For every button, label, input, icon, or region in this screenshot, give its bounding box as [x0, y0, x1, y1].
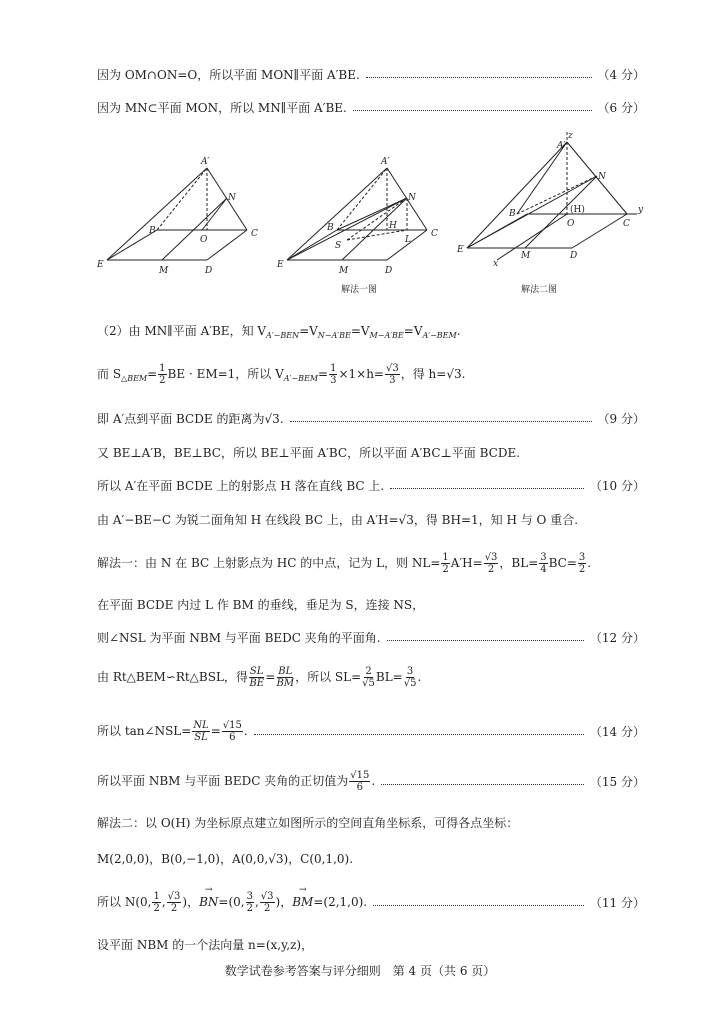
leader-dots — [387, 639, 584, 641]
leader-dots — [366, 76, 592, 78]
label-M: M — [159, 266, 169, 276]
line-14: 所以 tan∠NSL= $\frac{NL}{SL}$ = $\frac{√15}{6}$ . （14 分） — [97, 719, 645, 743]
svg-text:N: N — [598, 172, 606, 182]
line-12: 则∠NSL 为平面 NBM 与平面 BEDC 夹角的平面角. （12 分） — [97, 630, 645, 645]
label-E: E — [97, 260, 104, 270]
label-C: C — [251, 229, 258, 239]
page-footer: 数学试卷参考答案与评分细则 第 4 页（共 6 页） — [224, 964, 496, 978]
line-18: 所以 N(0, $\frac{1}{2}$ , $\frac{√3}{2}$ )，BN →=(0, $\frac{3}{2}$ , $\frac{√3}{2}$ )，BM →=(2,1,0). （11 分） — [97, 890, 645, 914]
caption-method-one: 解法一图 — [341, 285, 378, 295]
svg-text:C: C — [431, 229, 438, 239]
label-N: N — [228, 193, 236, 203]
leader-dots — [373, 904, 584, 906]
svg-text:(H): (H) — [570, 205, 585, 215]
line-5: 即 A′点到平面 BCDE 的距离为√3. （9 分） — [97, 411, 645, 426]
svg-text:y: y — [638, 205, 644, 215]
score: （4 分） — [597, 67, 645, 82]
line-3: （2）由 MN∥平面 A′BE，知 $V_{A'-BEN}=V_{N-A'BE}=V_{M-A'BE}=V_{A'-BEM}$. — [97, 324, 461, 340]
line-9: 由 A′−BE−C 为锐二面角知 H 在线段 BC 上，由 A′H=√3，得 BH=1，知 H 与 O 重合. — [97, 512, 579, 527]
line-17: M(2,0,0)，B(0,−1,0)，A(0,0,√3)，C(0,1,0). — [97, 851, 354, 866]
line-10: 解法一：由 N 在 BC 上射影点为 HC 的中点，记为 L，则 NL= $\frac{1}{2}$ A′H= $\frac{√3}{2}$ ，BL= $\frac{3}{4}$ BC= $\frac{3}{2}$ . — [97, 551, 592, 575]
svg-text:A′: A′ — [557, 141, 566, 151]
line-7: 又 BE⊥A′B，BE⊥BC，所以 BE⊥平面 A′BC，所以平面 A′BC⊥平面 BCDE. — [97, 445, 521, 460]
label-O: O — [200, 235, 208, 245]
svg-text:M: M — [339, 266, 349, 276]
svg-text:A′: A′ — [381, 157, 390, 167]
svg-text:O: O — [567, 219, 575, 229]
figure-original — [107, 168, 247, 260]
line-16: 解法二：以 O(H) 为坐标原点建立如图所示的空间直角坐标系，可得各点坐标： — [97, 815, 519, 830]
figure-method-one — [287, 168, 427, 260]
svg-text:M: M — [521, 251, 531, 261]
leader-dots — [290, 420, 592, 422]
line-19: 设平面 NBM 的一个法向量 n=(x,y,z)， — [97, 937, 314, 952]
svg-text:E: E — [277, 260, 284, 270]
caption-method-two: 解法二图 — [521, 285, 558, 295]
svg-text:D: D — [385, 266, 393, 276]
line-2: 因为 MN⊂平面 MON，所以 MN∥平面 A′BE. （6 分） — [97, 100, 645, 115]
svg-text:B: B — [327, 223, 334, 233]
svg-text:H: H — [389, 221, 397, 231]
svg-text:S: S — [335, 241, 342, 251]
label-A: A′ — [201, 157, 210, 167]
leader-dots — [390, 487, 584, 489]
line-13: 由 Rt△BEM∽Rt△BSL，得 $\frac{SL}{BE}$ = $\frac{BL}{BM}$ ，所以 SL= $\frac{2}{√5}$ BL= $\frac{3}{√5}$ . — [97, 665, 422, 689]
figure-method-two — [467, 132, 637, 260]
svg-text:N: N — [408, 193, 416, 203]
svg-text:B: B — [509, 209, 516, 219]
leader-dots — [353, 109, 592, 111]
svg-text:x: x — [493, 259, 499, 269]
line-8: 所以 A′在平面 BCDE 上的射影点 H 落在直线 BC 上. （10 分） — [97, 478, 645, 493]
svg-text:z: z — [568, 131, 573, 141]
line-15: 所以平面 NBM 与平面 BEDC 夹角的正切值为 $\frac{√15}{6}$ . （15 分） — [97, 769, 645, 793]
svg-text:E: E — [457, 245, 464, 255]
line-1: 因为 OM∩ON=O，所以平面 MON∥平面 A′BE. （4 分） — [97, 67, 645, 82]
label-D: D — [205, 266, 213, 276]
svg-text:D: D — [570, 251, 578, 261]
svg-text:L: L — [405, 235, 411, 245]
leader-dots — [381, 783, 584, 785]
score: （6 分） — [597, 100, 645, 115]
line-4: 而 $S_{\triangle BEM}=$ $\frac{1}{2}$ BE · EM=1，所以 $V_{A'-BEM}=$ $\frac{1}{3}$ ×1×h= $\frac{√3}{3}$ ，得 h=√3. — [97, 362, 466, 386]
line-11: 在平面 BCDE 内过 L 作 BM 的垂线，垂足为 S，连接 NS， — [97, 597, 425, 612]
label-B: B — [149, 226, 156, 236]
svg-text:C: C — [623, 219, 630, 229]
geometry-figures — [97, 130, 645, 310]
leader-dots — [254, 733, 584, 735]
